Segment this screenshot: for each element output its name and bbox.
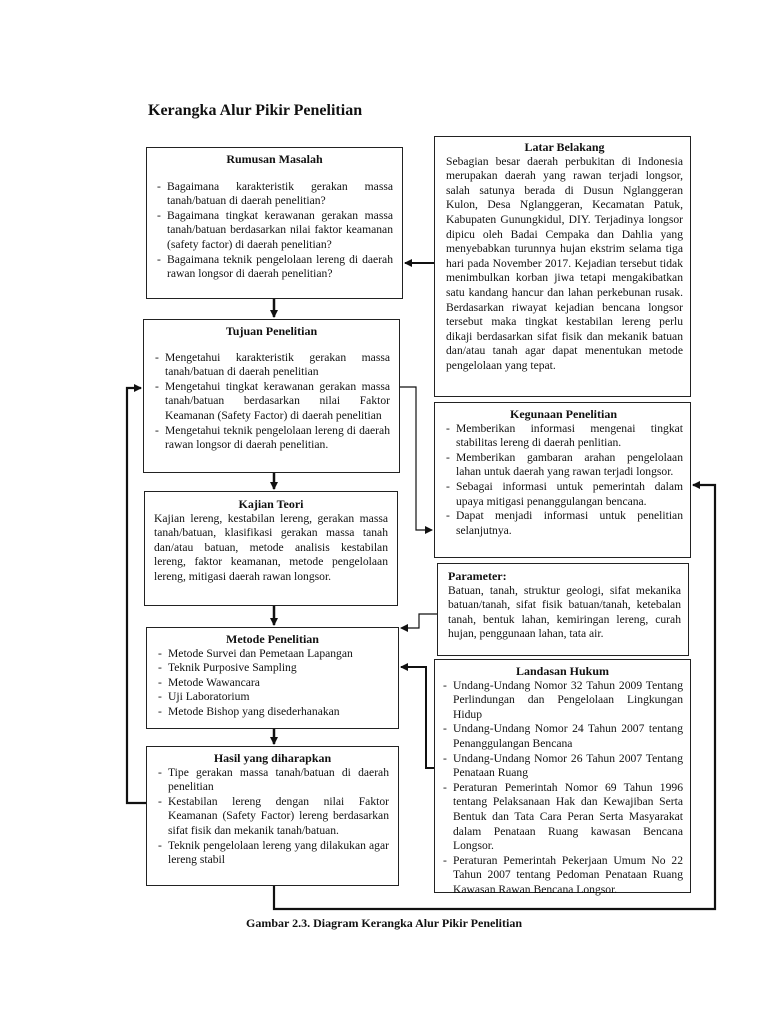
list-item: - Bagaimana tingkat kerawanan gerakan massa tanah/batuan berdasarkan nilai faktor keamanan (safety factor) di daerah penelitian? xyxy=(156,209,393,253)
list-item: - Peraturan Pemerintah Nomor 69 Tahun 1996 tentang Pelaksanaan Hak dan Kewajiban Serta Bentuk dan Tata Cara Peran Serta Masyarakat dalam Penataan Ruang kawasan Bencana Longsor. xyxy=(442,781,683,854)
arrow-tujuan-to-kegunaan xyxy=(400,387,432,530)
list-item: - Sebagai informasi untuk pemerintah dalam upaya mitigasi penanggulangan bencana. xyxy=(444,480,683,509)
list-item: - Mengetahui teknik pengelolaan lereng di daerah rawan longsor di daerah penelitian. xyxy=(153,424,390,453)
list-item: - Undang-Undang Nomor 26 Tahun 2007 Tentang Penataan Ruang xyxy=(442,752,683,781)
landasan-hukum-heading: Landasan Hukum xyxy=(515,664,610,678)
list-item: - Undang-Undang Nomor 32 Tahun 2009 Tentang Perlindungan dan Pengelolaan Lingkungan Hidup xyxy=(442,679,683,723)
parameter-text: Batuan, tanah, struktur geologi, sifat mekanika batuan/tanah, sifat fisik batuan/tanah, ketebalan tanah, bentuk lahan, kemiringan lereng, curah hujan, penggunaan lahan, tata air. xyxy=(448,583,681,641)
list-item: - Metode Wawancara xyxy=(156,676,389,691)
list-item: - Kestabilan lereng dengan nilai Faktor Keamanan (Safety Factor) lereng berdasarkan sifat fisik dan mekanik tanah/batuan. xyxy=(156,795,389,839)
list-item: - Mengetahui tingkat kerawanan gerakan massa tanah/batuan berdasarkan nilai Faktor Keamanan (Safety Factor) di daerah penelitian xyxy=(153,380,390,424)
list-item: - Mengetahui karakteristik gerakan massa tanah/batuan di daerah penelitian xyxy=(153,351,390,380)
list-item: - Undang-Undang Nomor 24 Tahun 2007 tentang Penanggulangan Bencana xyxy=(442,722,683,751)
list-item: - Metode Survei dan Pemetaan Lapangan xyxy=(156,647,389,662)
list-item: - Bagaimana teknik pengelolaan lereng di daerah rawan longsor di daerah penelitian? xyxy=(156,253,393,282)
arrow-parameter-to-metode xyxy=(401,614,437,628)
latar-belakang-text: Sebagian besar daerah perbukitan di Indonesia merupakan daerah yang rawan terjadi longsor, salah satunya berada di Dusun Nglanggeran Kulon, Desa Nglanggeran, Kecamatan Patuk, Kabupaten Gunungkidul, DIY. Terjadinya longsor dipicu oleh Badai Cempaka dan Dahlia yang menyebabkan turunnya hujan ekstrim selama tiga hari pada November 2017. Kejadian tersebut tidak menimbulkan korban jiwa tetapi mengakibatkan satu kandang hancur dan lahan perkebunan rusak. Berdasarkan riwayat kejadian bencana longsor tersebut maka tingkat kestabilan lereng perlu dikaji berdasarkan sifat fisik dan mekanik batuan dan/atau tanah agar dapat menentukan metode pengelolaan yang tepat. xyxy=(446,154,683,372)
list-item: - Uji Laboratorium xyxy=(156,690,389,705)
parameter-heading: Parameter: xyxy=(448,569,507,583)
tujuan-penelitian-heading: Tujuan Penelitian xyxy=(225,324,318,338)
kegunaan-penelitian-heading: Kegunaan Penelitian xyxy=(509,407,617,421)
arrow-landasan-to-metode xyxy=(401,667,434,768)
list-item: - Tipe gerakan massa tanah/batuan di daerah penelitian xyxy=(156,766,389,795)
hasil-heading: Hasil yang diharapkan xyxy=(213,751,332,765)
list-item: - Metode Bishop yang disederhanakan xyxy=(156,705,389,720)
rumusan-masalah-heading: Rumusan Masalah xyxy=(226,152,323,166)
metode-item-teknik: Teknik Purposive Sampling xyxy=(168,661,297,675)
arrow-hasil-to-tujuan xyxy=(127,388,146,803)
kajian-teori-heading: Kajian Teori xyxy=(238,497,304,511)
list-item: - Bagaimana karakteristik gerakan massa tanah/batuan di daerah penelitian? xyxy=(156,180,393,209)
list-item: - Dapat menjadi informasi untuk penelitian selanjutnya. xyxy=(444,509,683,538)
metode-penelitian-heading: Metode Penelitian xyxy=(226,632,319,646)
list-item: - Memberikan informasi mengenai tingkat stabilitas lereng di daerah penlitian. xyxy=(444,422,683,451)
latar-belakang-heading: Latar Belakang xyxy=(524,140,605,154)
list-item: - Peraturan Pemerintah Pekerjaan Umum No 22 Tahun 2007 tentang Pedoman Penataan Ruang Kawasan Rawan Bencana Longsor. xyxy=(442,854,683,898)
list-item: - Teknik pengelolaan lereng yang dilakukan agar lereng stabil xyxy=(156,839,389,868)
figure-caption: Gambar 2.3. Diagram Kerangka Alur Pikir Penelitian xyxy=(246,916,522,930)
list-item: - Memberikan gambaran arahan pengelolaan lahan untuk daerah yang rawan terjadi longsor. xyxy=(444,451,683,480)
kajian-teori-text: Kajian lereng, kestabilan lereng, gerakan massa tanah/batuan, klasifikasi gerakan massa tanah dan/atau batuan, metode analisis kestabilan lereng, faktor keamanan, metode pengelolaan lereng, mitigasi daerah rawan longsor. xyxy=(154,511,388,583)
page-title: Kerangka Alur Pikir Penelitian xyxy=(148,102,363,119)
arrow-hasil-to-kegunaan xyxy=(274,485,715,909)
